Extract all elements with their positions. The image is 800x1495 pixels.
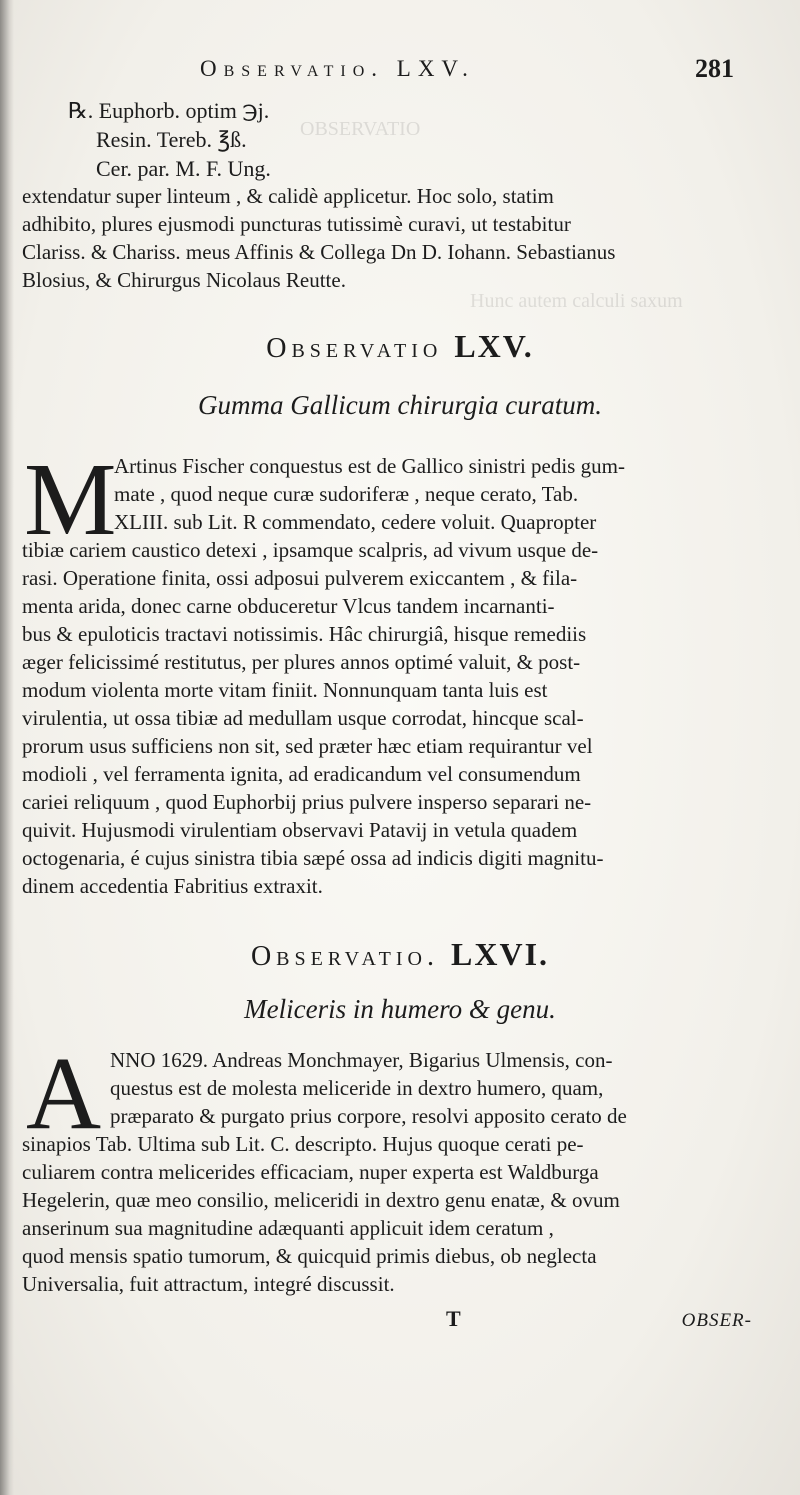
bleed-through-text: Hunc autem calculi saxum [470,290,683,312]
signature-mark: T [446,1306,461,1331]
text-line: XLIII. sub Lit. R commendato, cedere voluit. Quapropter [114,510,597,534]
text-line: bus & epuloticis tractavi notissimis. Hâc chirurgiâ, hisque remediis [22,622,587,646]
observation-66-heading [0,936,800,973]
text-line: Clariss. & Chariss. meus Affinis & Collega Dn D. Iohann. Sebastianus [22,240,616,264]
dropcap-a: A [26,1036,102,1151]
heading-word: Observatio. [250,941,440,972]
observation-65-subtitle: Gumma Gallicum chirurgia curatum. [198,390,602,420]
recipe-block [68,96,271,183]
text-line: dinem accedentia Fabritius extraxit. [22,874,323,898]
text-line: æger felicissimé restitutus, per plures annos optimé valuit, & post- [22,650,581,674]
text-line: NNO 1629. Andreas Monchmayer, Bigarius Ulmensis, con- [110,1048,613,1072]
text-line: mate , quod neque curæ sudoriferæ , neque cerato, Tab. [114,482,579,506]
text-line: prorum usus sufficiens non sit, sed præter hæc etiam requirantur vel [22,734,593,758]
text-line: Blosius, & Chirurgus Nicolaus Reutte. [22,268,346,292]
text-line: quivit. Hujusmodi virulentiam observavi Patavij in vetula quadem [22,818,578,842]
bleed-through-text: OBSERVATIO [300,118,421,140]
heading-number: LXVI. [451,936,550,972]
text-line: extendatur super linteum , & calidè applicetur. Hoc solo, statim [22,184,554,208]
text-line: sinapios Tab. Ultima sub Lit. C. descripto. Hujus quoque cerati pe- [22,1132,584,1156]
closing-paragraph [22,182,782,294]
text-line: tibiæ cariem caustico detexi , ipsamque scalpris, ad vivum usque de- [22,538,599,562]
text-line: modum violenta morte vitam finiit. Nonnunquam tanta luis est [22,678,548,702]
observation-65-heading [0,328,800,365]
text-line: Hegelerin, quæ meo consilio, meliceridi in dextro genu enatæ, & ovum [22,1188,620,1212]
text-line: Universalia, fuit attractum, integré discussit. [22,1272,395,1296]
running-head [0,52,800,88]
observation-65-body [22,442,782,900]
text-line: cariei reliquum , quod Euphorbij prius pulvere insperso separari ne- [22,790,592,814]
text-line: virulentia, ut ossa tibiæ ad medullam usque corrodat, hincque scal- [22,706,584,730]
catchword: OBSER- [681,1310,752,1331]
text-line: adhibito, plures ejusmodi puncturas tutissimè curavi, ut testabitur [22,212,571,236]
text-line: menta arida, donec carne obduceretur Vlcus tandem incarnanti- [22,594,555,618]
text-line: modioli , vel ferramenta ignita, ad eradicandum vel consumendum [22,762,581,786]
heading-number: LXV. [454,328,534,364]
observation-66-body [22,1036,782,1298]
recipe-line: Resin. Tereb. ℥ß. [96,127,247,152]
text-line: culiarem contra melicerides efficaciam, nuper experta est Waldburga [22,1160,599,1184]
text-line: rasi. Operatione finita, ossi adposui pulverem exiccantem , & fila- [22,566,578,590]
heading-word: Observatio [266,333,443,364]
observation-66-subtitle: Meliceris in humero & genu. [244,994,556,1024]
text-line: octogenaria, é cujus sinistra tibia sæpé ossa ad indicis digiti magnitu- [22,846,604,870]
recipe-line: ℞. Euphorb. optim ℈j. [68,98,270,123]
dropcap-m: M [24,442,117,557]
text-line: quod mensis spatio tumorum, & quicquid primis diebus, ob neglecta [22,1244,597,1268]
recipe-line: Cer. par. M. F. Ung. [96,156,271,181]
text-line: præparato & purgato prius corpore, resolvi apposito cerato de [110,1104,627,1128]
text-line: Artinus Fischer conquestus est de Gallico sinistri pedis gum- [114,454,625,478]
running-head-title: Observatio. LXV. [200,56,475,81]
text-line: questus est de molesta meliceride in dextro humero, quam, [110,1076,604,1100]
text-line: anserinum sua magnitudine adæquanti applicuit idem ceratum , [22,1216,554,1240]
page-number: 281 [695,54,734,83]
page-gutter-shadow [0,0,14,1495]
